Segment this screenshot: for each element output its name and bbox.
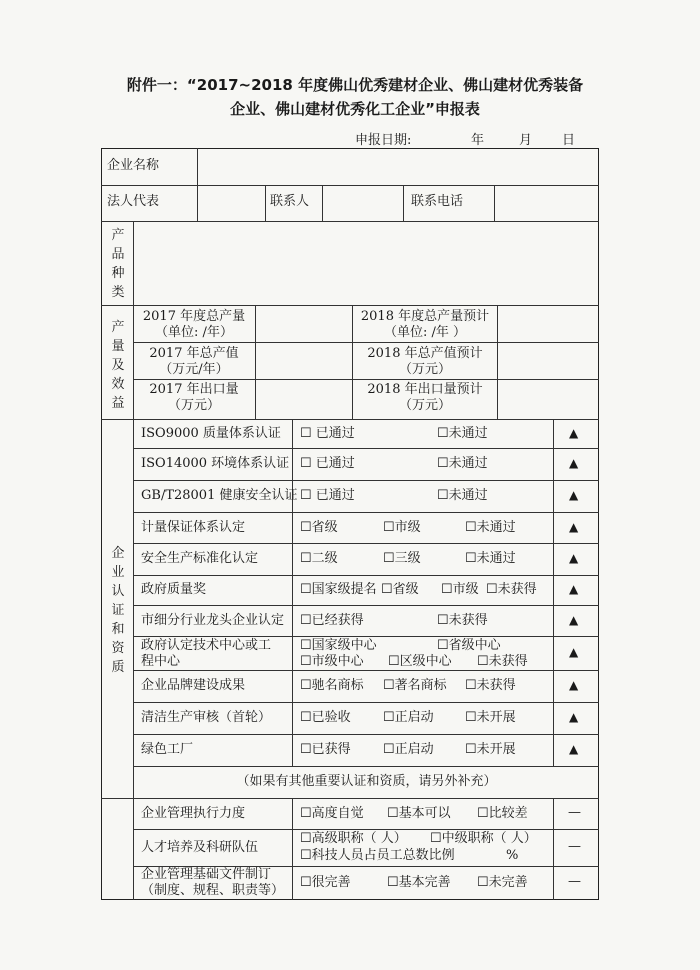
cert-name: 政府认定技术中心或工 bbox=[141, 638, 272, 653]
cert-name: 政府质量奖 bbox=[141, 582, 207, 597]
output-2018-value-label: 2018 年总产值预计 bbox=[367, 346, 483, 361]
output-2018-value-unit: （万元） bbox=[398, 362, 451, 378]
cert-option[interactable]: ☐三级 bbox=[383, 551, 421, 566]
grid-h-line bbox=[133, 734, 599, 735]
cert-option[interactable]: ☐驰名商标 bbox=[300, 678, 364, 693]
section-label-char: 及 bbox=[111, 358, 125, 373]
dash-icon: — bbox=[568, 838, 581, 854]
grid-v-line bbox=[197, 148, 198, 221]
section-label-char: 益 bbox=[111, 396, 125, 411]
grid-h-line bbox=[133, 702, 599, 703]
grid-h-line bbox=[133, 605, 599, 606]
grid-v-line bbox=[403, 185, 404, 221]
cert-option[interactable]: ☐未通过 bbox=[437, 488, 488, 503]
cert-option[interactable]: ☐已经获得 bbox=[300, 612, 364, 628]
output-2017-volume-label: 2017 年度总产量 bbox=[142, 309, 246, 324]
mgmt-option[interactable]: ☐高级职称（ 人） bbox=[300, 831, 407, 846]
grid-v-line bbox=[133, 221, 134, 305]
grid-h-line bbox=[133, 636, 599, 637]
output-2018-export-label: 2018 年出口量预计 bbox=[367, 382, 483, 397]
section-label-char: 和 bbox=[111, 622, 125, 637]
section-label-char: 量 bbox=[111, 339, 125, 354]
day-label: 日 bbox=[562, 133, 576, 148]
cert-option[interactable]: ☐市级 bbox=[441, 582, 479, 597]
grid-h-line bbox=[133, 829, 599, 830]
cert-option[interactable]: ☐ 已通过 bbox=[300, 456, 355, 471]
grid-v-line bbox=[494, 185, 495, 221]
output-2018-export-unit: （万元） bbox=[398, 398, 451, 414]
output-2018-value bbox=[352, 346, 498, 379]
year-label: 年 bbox=[471, 133, 485, 148]
cert-option[interactable]: ☐正启动 bbox=[383, 742, 434, 757]
cert-option[interactable]: ☐省级中心 bbox=[437, 638, 501, 653]
mgmt-option[interactable]: ☐比较差 bbox=[477, 805, 528, 821]
mgmt-name: （制度、规程、职责等） bbox=[141, 883, 285, 898]
grid-h-line bbox=[101, 221, 599, 222]
grid-h-line bbox=[133, 379, 599, 380]
output-2018-volume-unit: （单位: /年 ） bbox=[383, 325, 467, 341]
grid-v-line bbox=[133, 419, 134, 900]
output-2018-volume bbox=[352, 309, 498, 342]
section-label-char: 认 bbox=[111, 584, 125, 599]
cert-option[interactable]: ☐已获得 bbox=[300, 742, 351, 757]
grid-v-line bbox=[292, 419, 293, 766]
cert-option[interactable]: ☐国家级提名 bbox=[300, 582, 377, 597]
grid-v-line bbox=[265, 185, 266, 221]
output-2017-value-label: 2017 年总产值 bbox=[149, 346, 239, 361]
contact-label: 联系人 bbox=[270, 194, 310, 209]
section-label-char: 类 bbox=[111, 285, 125, 300]
cert-option[interactable]: ☐区级中心 bbox=[388, 654, 452, 669]
cert-name: 计量保证体系认定 bbox=[141, 519, 246, 535]
grid-h-line bbox=[133, 448, 599, 449]
section-label-char: 产 bbox=[111, 320, 125, 335]
cert-option[interactable]: ☐著名商标 bbox=[383, 678, 447, 693]
grid-h-line bbox=[133, 480, 599, 481]
output-section-label bbox=[108, 318, 128, 413]
cert-option[interactable]: ☐未获得 bbox=[477, 654, 528, 669]
cert-name: 程中心 bbox=[141, 654, 181, 669]
mgmt-name: 人才培养及科研队伍 bbox=[141, 839, 259, 855]
cert-option[interactable]: ☐未开展 bbox=[465, 742, 516, 757]
grid-v-line bbox=[292, 798, 293, 900]
form-title-line2: 企业、佛山建材优秀化工企业”申报表 bbox=[230, 100, 480, 118]
output-2017-export bbox=[135, 382, 253, 415]
cert-name: 市细分行业龙头企业认定 bbox=[141, 612, 285, 628]
section-label-char: 企 bbox=[111, 546, 125, 561]
cert-option[interactable]: ☐省级 bbox=[381, 582, 419, 597]
section-label-char: 效 bbox=[111, 377, 125, 392]
section-label-char: 品 bbox=[111, 247, 125, 262]
grid-h-line bbox=[133, 670, 599, 671]
mgmt-option[interactable]: ☐很完善 bbox=[300, 875, 351, 890]
triangle-icon: ▲ bbox=[569, 742, 579, 756]
cert-name: 绿色工厂 bbox=[141, 742, 194, 757]
mgmt-option[interactable]: ☐未完善 bbox=[477, 875, 528, 890]
output-2017-value-unit: （万元/年） bbox=[159, 362, 229, 378]
dash-icon: — bbox=[568, 874, 581, 889]
cert-option[interactable]: ☐市级 bbox=[383, 519, 421, 535]
section-label-char: 种 bbox=[111, 266, 125, 281]
grid-v-line bbox=[133, 305, 134, 419]
cert-option[interactable]: ☐ 已通过 bbox=[300, 425, 355, 441]
cert-option[interactable]: ☐未通过 bbox=[465, 519, 516, 535]
triangle-icon: ▲ bbox=[569, 612, 579, 627]
triangle-icon: ▲ bbox=[569, 488, 579, 502]
mgmt-name: 企业管理基础文件制订 bbox=[141, 867, 272, 882]
cert-option[interactable]: ☐已验收 bbox=[300, 710, 351, 725]
cert-option[interactable]: ☐未通过 bbox=[437, 425, 488, 441]
month-label: 月 bbox=[519, 133, 533, 148]
cert-option[interactable]: ☐国家级中心 bbox=[300, 638, 377, 653]
mgmt-option[interactable]: ☐基本完善 bbox=[387, 875, 451, 890]
grid-h-line bbox=[133, 543, 599, 544]
grid-h-line bbox=[101, 305, 599, 306]
cert-option[interactable]: ☐市级中心 bbox=[300, 654, 364, 669]
phone-label: 联系电话 bbox=[411, 194, 464, 209]
cert-option[interactable]: ☐未获得 bbox=[486, 582, 537, 597]
cert-option[interactable]: ☐省级 bbox=[300, 519, 338, 535]
cert-name: 安全生产标准化认定 bbox=[141, 551, 259, 566]
date-label: 申报日期: bbox=[355, 133, 412, 148]
triangle-icon: ▲ bbox=[569, 645, 579, 659]
triangle-icon: ▲ bbox=[569, 456, 579, 470]
output-2017-value bbox=[135, 346, 253, 379]
product-section-label bbox=[108, 226, 128, 302]
mgmt-option[interactable]: ☐中级职称（ 人） bbox=[430, 831, 537, 846]
grid-h-line bbox=[101, 185, 599, 186]
grid-v-line bbox=[322, 185, 323, 221]
cert-option[interactable]: ☐二级 bbox=[300, 551, 338, 566]
cert-section-label bbox=[108, 544, 128, 677]
mgmt-option[interactable]: ☐高度自觉 bbox=[300, 805, 364, 821]
output-2017-export-unit: （万元） bbox=[167, 398, 220, 414]
legal-rep-label: 法人代表 bbox=[107, 194, 160, 209]
cert-option[interactable]: ☐未通过 bbox=[465, 551, 516, 566]
grid-h-line bbox=[133, 512, 599, 513]
mgmt-name: 企业管理执行力度 bbox=[141, 805, 246, 821]
cert-option[interactable]: ☐未开展 bbox=[465, 710, 516, 725]
triangle-icon: ▲ bbox=[569, 582, 579, 596]
company-name-label: 企业名称 bbox=[107, 158, 160, 173]
section-label-char: 业 bbox=[111, 565, 125, 580]
cert-option[interactable]: ☐未获得 bbox=[437, 612, 488, 628]
section-label-char: 证 bbox=[111, 603, 125, 618]
output-2017-volume-unit: （单位: /年） bbox=[155, 325, 233, 341]
section-label-char: 产 bbox=[111, 228, 125, 243]
cert-name: ISO9000 质量体系认证 bbox=[141, 425, 281, 441]
triangle-icon: ▲ bbox=[569, 551, 579, 565]
form-title-line1: 附件一：“2017~2018 年度佛山优秀建材企业、佛山建材优秀装备 bbox=[126, 76, 584, 94]
cert-option[interactable]: ☐正启动 bbox=[383, 710, 434, 725]
cert-option[interactable]: ☐ 已通过 bbox=[300, 488, 355, 503]
output-2018-volume-label: 2018 年度总产量预计 bbox=[360, 309, 490, 324]
grid-h-line bbox=[133, 766, 599, 767]
section-label-char: 资 bbox=[111, 641, 125, 656]
grid-h-line bbox=[133, 342, 599, 343]
section-label-char: 质 bbox=[111, 660, 125, 675]
mgmt-option[interactable]: ☐基本可以 bbox=[387, 805, 451, 821]
cert-note: （如果有其他重要认证和资质，请另外补充） bbox=[236, 774, 497, 789]
output-2018-export bbox=[352, 382, 498, 415]
grid-v-line bbox=[553, 419, 554, 766]
grid-h-line bbox=[133, 575, 599, 576]
triangle-icon: ▲ bbox=[569, 710, 579, 724]
grid-v-line bbox=[553, 798, 554, 900]
mgmt-option[interactable]: ☐科技人员占员工总数比例 bbox=[300, 848, 455, 863]
cert-name: 清洁生产审核（首轮） bbox=[141, 710, 272, 725]
mgmt-percent: % bbox=[506, 848, 519, 863]
cert-option[interactable]: ☐未通过 bbox=[437, 456, 488, 471]
grid-h-line bbox=[101, 419, 599, 420]
output-2017-export-label: 2017 年出口量 bbox=[149, 382, 239, 397]
output-2017-volume bbox=[135, 309, 253, 342]
cert-name: 企业品牌建设成果 bbox=[141, 678, 246, 693]
triangle-icon: ▲ bbox=[569, 519, 579, 534]
cert-option[interactable]: ☐未获得 bbox=[465, 678, 516, 693]
grid-v-line bbox=[255, 305, 256, 419]
triangle-icon: ▲ bbox=[569, 425, 579, 440]
grid-h-line bbox=[101, 798, 599, 799]
cert-name: GB/T28001 健康安全认证 bbox=[141, 488, 298, 503]
triangle-icon: ▲ bbox=[569, 678, 579, 692]
dash-icon: — bbox=[568, 804, 581, 820]
cert-name: ISO14000 环境体系认证 bbox=[141, 456, 290, 471]
